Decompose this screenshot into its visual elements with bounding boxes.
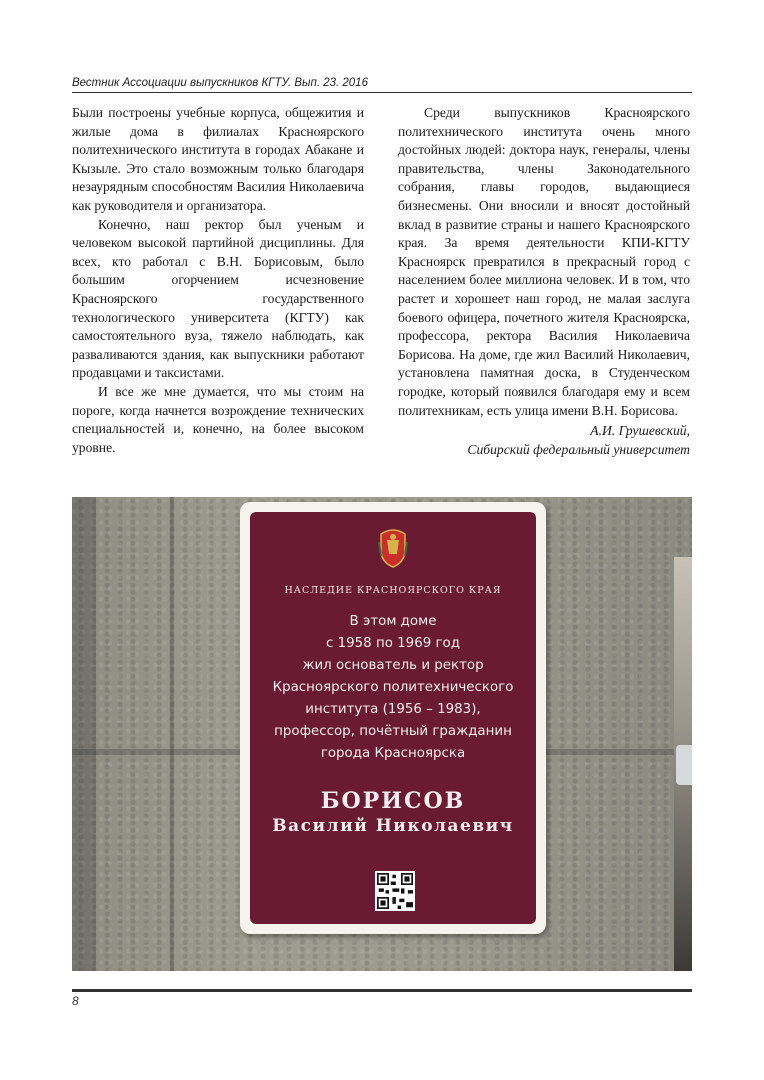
page-number: 8 (72, 994, 79, 1008)
header-rule (72, 92, 692, 93)
qr-code-icon (375, 871, 415, 911)
coat-of-arms-icon (377, 526, 409, 568)
inscription-line: профессор, почётный гражданин (274, 724, 512, 739)
inscription-line: города Красноярска (320, 746, 466, 761)
wall-shadow (72, 497, 96, 971)
plaque-panel (250, 512, 536, 924)
footer-rule (72, 989, 692, 992)
parked-car (676, 745, 692, 785)
inscription-line: В этом доме (349, 614, 437, 629)
inscription-line: жил основатель и ректор (302, 658, 484, 673)
left-column (72, 104, 364, 457)
plaque-full-name: Василий Николаевич (272, 816, 514, 836)
wall-joint-vertical (170, 497, 174, 971)
right-column (398, 104, 690, 459)
left-paragraph-2: Конечно, наш ректор был ученым и человеком высокой партийной дисциплины. Для всех, кто работал с В.Н. Борисовым, было большим огорчением исчезновение Красноярского государственного технологического университета (КГТУ) как самостоятельного вуза, тяжело наблюдать, как разваливаются здания, как выпускники работают продавцами и таксистами. (72, 216, 364, 381)
signature-author: А.И. Грушевский, (590, 423, 690, 439)
left-paragraph-3: И все же мне думается, что мы стоим на пороге, когда начнется возрождение технических специальностей и, конечно, на более высоком уровне. (72, 383, 364, 455)
inscription-line: Красноярского политехнического (272, 680, 514, 695)
plaque-surname: БОРИСОВ (320, 788, 466, 814)
signature (398, 422, 690, 459)
inscription-line: института (1956 – 1983), (305, 702, 481, 717)
memorial-plaque (240, 502, 546, 934)
memorial-plaque-photo (72, 497, 692, 971)
signature-affiliation: Сибирский федеральный университет (467, 441, 690, 457)
inscription-line: с 1958 по 1969 год (326, 636, 460, 651)
right-paragraph-1: Среди выпускников Красноярского политехнического института очень много достойных людей: доктора наук, генералы, члены правительства, члены Законодательного собрания, главы городов, выдающиеся бизнесмены. Они вносили и вносят достойный вклад в развитие страны и нашего Красноярского края. За время деятельности КПИ-КГТУ Красноярск превратился в прекрасный город с населением более миллиона человек. И в том, что растет и хорошеет наш город, не малая заслуга боевого офицера, почетного жителя Красноярска, профессора, ректора Василия Николаевича Борисова. На доме, где жил Василий Николаевич, установлена памятная доска, в Студенческом городке, который появился благодаря ему и всем политехникам, есть улица имени В.Н. Борисова. (398, 105, 690, 418)
heritage-label: НАСЛЕДИЕ КРАСНОЯРСКОГО КРАЯ (284, 585, 502, 596)
plaque-inscription (266, 611, 520, 765)
left-paragraph-1: Были построены учебные корпуса, общежития и жилые дома в филиалах Красноярского политехнического института в городах Абакане и Кызыле. Это стало возможным только благодаря незаурядным способностям Василия Николаевича как руководителя и организатора. (72, 105, 364, 213)
running-header: Вестник Ассоциации выпускников КГТУ. Вып. 23. 2016 (72, 77, 368, 89)
